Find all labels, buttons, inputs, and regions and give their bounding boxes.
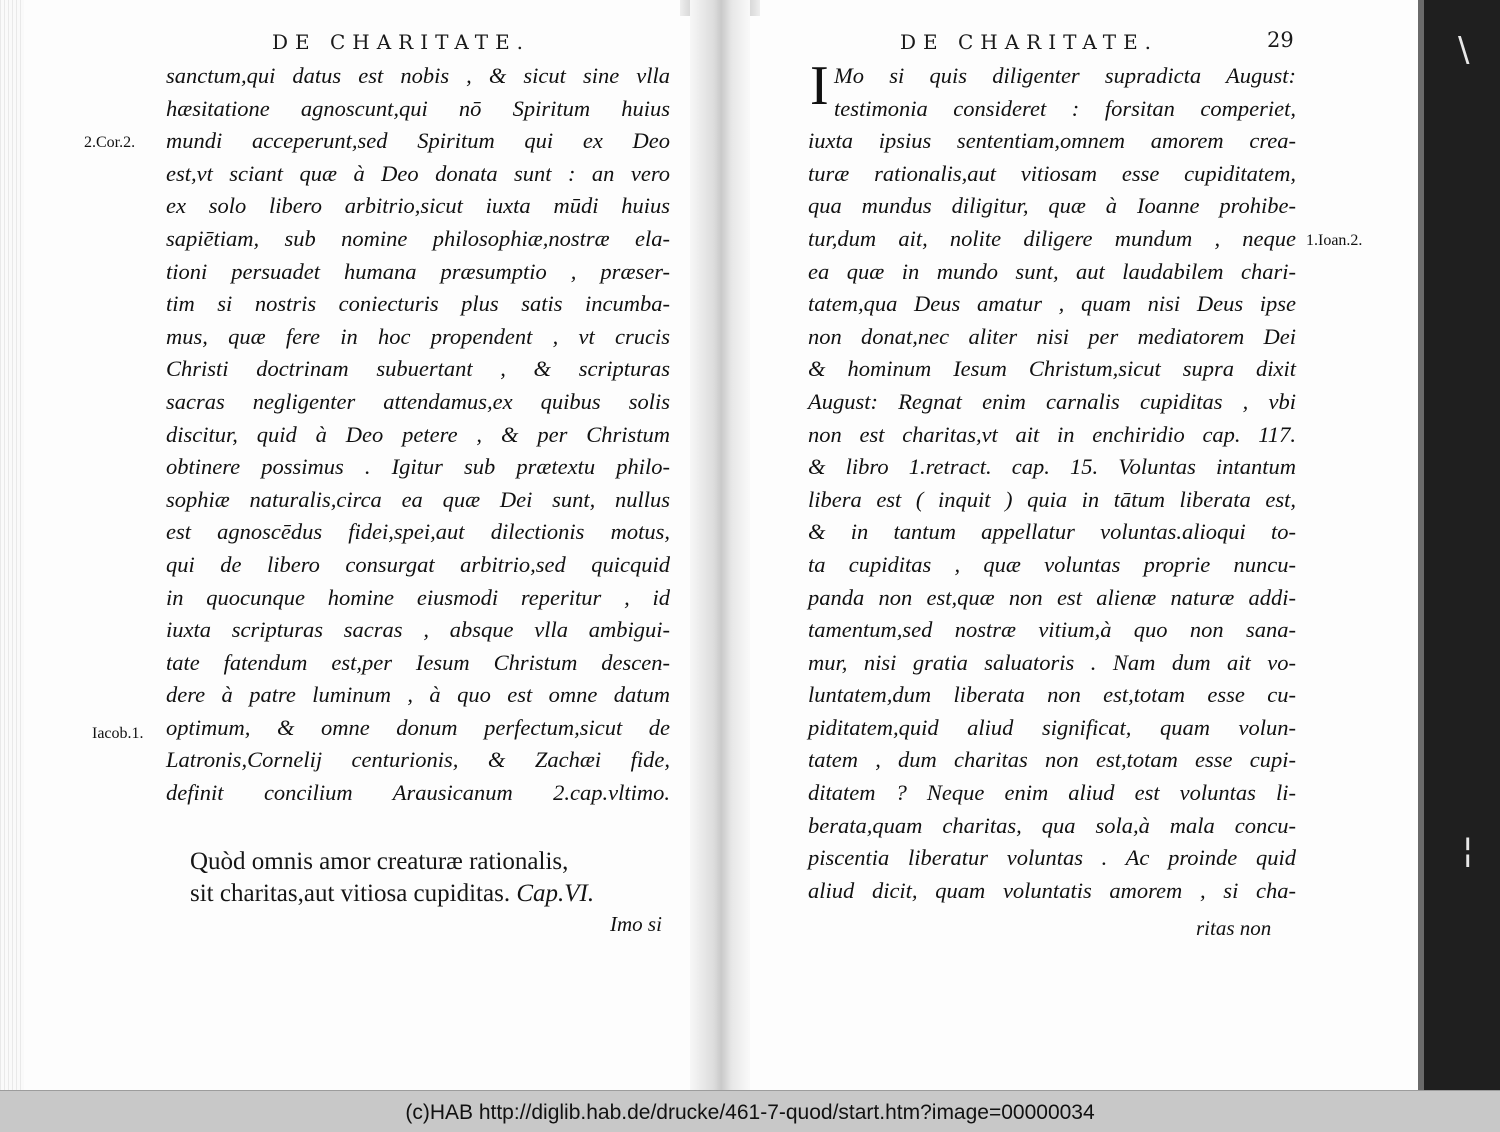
page-number: 29 (1267, 28, 1294, 52)
text-line: qua mundus diligitur, quæ à Ioanne prohibe- (808, 193, 1296, 219)
text-line: libera est ( inquit ) quia in tātum liberata est, (808, 486, 1296, 512)
chapter-number: Cap.VI. (516, 880, 595, 907)
text-line: mus, quæ fere in hoc propendent , vt crucis (166, 323, 670, 349)
edge-mark-top: \ (1458, 30, 1470, 70)
text-line: berata,quam charitas, qua sola,à mala concu- (808, 812, 1296, 838)
text-line: iuxta ipsius sententiam,omnem amorem crea- (808, 128, 1296, 154)
right-running-header: DE CHARITATE. (900, 30, 1159, 54)
right-page-edge (1418, 0, 1500, 1090)
margin-note-iacob: Iacob.1. (92, 725, 144, 742)
right-page-text (808, 55, 1296, 907)
drop-initial: I (810, 55, 829, 117)
text-line: ta cupiditas , quæ voluntas proprie nuncu- (808, 551, 1296, 577)
text-line: & libro 1.retract. cap. 15. Voluntas intantum (808, 454, 1296, 480)
chapter-heading-line-2 (190, 878, 666, 910)
text-line: August: Regnat enim carnalis cupiditas , vbi (808, 388, 1296, 414)
text-line: Christi doctrinam subuertant , & scripturas (166, 356, 670, 382)
text-line: mundi acceperunt,sed Spiritum qui ex Deo (166, 128, 670, 154)
text-line: sacras negligenter attendamus,ex quibus solis (166, 388, 670, 414)
text-line: obtinere possimus . Igitur sub prætextu philo- (166, 454, 670, 480)
text-line: tatem , dum charitas non est,totam esse cupi- (808, 747, 1296, 773)
text-line: piscentia liberatur voluntas . Ac proinde quid (808, 845, 1296, 871)
text-line: ex solo libero arbitrio,sicut iuxta mūdi huius (166, 193, 670, 219)
chapter-heading (190, 846, 666, 910)
text-line: mur, nisi gratia saluatoris . Nam dum ait vo- (808, 649, 1296, 675)
text-line: ea quæ in mundo sunt, aut laudabilem chari- (808, 258, 1296, 284)
text-line: tatem,qua Deus amatur , quam nisi Deus ipse (808, 291, 1296, 317)
text-line: definit concilium Arausicanum 2.cap.vltimo. (166, 780, 670, 806)
text-line: non donat,nec aliter nisi per mediatorem Dei (808, 323, 1296, 349)
text-line: dere à patre luminum , à quo est omne datum (166, 682, 670, 708)
text-line: Latronis,Cornelij centurionis, & Zachæi fide, (166, 747, 670, 773)
text-line: luntatem,dum liberata non est,totam esse cu- (808, 682, 1296, 708)
text-line: panda non est,quæ non est alienæ naturæ addi- (808, 584, 1296, 610)
text-line: turæ rationalis,aut vitiosam esse cupiditatem, (808, 160, 1296, 186)
text-line: tur,dum ait, nolite diligere mundum , neque (808, 225, 1296, 251)
text-line: est,vt sciant quæ à Deo donata sunt : an vero (166, 160, 670, 186)
text-line: tim si nostris coniecturis plus satis incumba- (166, 291, 670, 317)
right-catchword: ritas non (1196, 916, 1272, 940)
margin-note-1-ioan: 1.Ioan.2. (1306, 232, 1363, 249)
chapter-heading-line-1: Quòd omnis amor creaturæ rationalis, (190, 848, 569, 875)
text-line: tamentum,sed nostræ vitium,à quo non sana- (808, 617, 1296, 643)
text-line: hæsitatione agnoscunt,qui nō Spiritum huius (166, 95, 670, 121)
text-line: Mo si quis diligenter supradicta August: (834, 63, 1296, 88)
edge-mark-bottom: ¦ (1462, 830, 1474, 870)
text-line: tate fatendum est,per Iesum Christum descen- (166, 649, 670, 675)
text-line: & in tantum appellatur voluntas.alioqui to- (808, 519, 1296, 545)
text-line: sapiētiam, sub nomine philosophiæ,nostræ ela- (166, 225, 670, 251)
text-line: testimonia consideret : forsitan comperiet, (834, 95, 1296, 121)
text-line: sophiæ naturalis,circa ea quæ Dei sunt, nullus (166, 486, 670, 512)
text-line: est agnoscēdus fidei,spei,aut dilectionis motus, (166, 519, 670, 545)
left-running-header: DE CHARITATE. (272, 30, 531, 54)
left-page-edge (0, 0, 24, 1090)
margin-note-2-cor: 2.Cor.2. (84, 134, 136, 151)
book-gutter (690, 0, 750, 1090)
footer-credit: (c)HAB http://diglib.hab.de/drucke/461-7-quod/start.htm?image=00000034 (405, 1101, 1095, 1124)
text-line: qui de libero consurgat arbitrio,sed quicquid (166, 551, 670, 577)
text-line: ditatem ? Neque enim aliud est voluntas li- (808, 780, 1296, 806)
text-line: piditatem,quid aliud significat, quam volun- (808, 714, 1296, 740)
text-line: in quocunque homine eiusmodi reperitur , id (166, 584, 670, 610)
text-line: iuxta scripturas sacras , absque vlla ambigui- (166, 617, 670, 643)
left-catchword: Imo si (610, 912, 662, 936)
text-line: sanctum,qui datus est nobis , & sicut sine vlla (166, 63, 670, 88)
text-line: discitur, quid à Deo petere , & per Christum (166, 421, 670, 447)
text-line: aliud dicit, quam voluntatis amorem , si cha- (808, 877, 1296, 903)
text-line: non est charitas,vt ait in enchiridio cap. 117. (808, 421, 1296, 447)
chapter-heading-text: sit charitas,aut vitiosa cupiditas. (190, 880, 511, 907)
text-line: & hominum Iesum Christum,sicut supra dixit (808, 356, 1296, 382)
text-line: tioni persuadet humana præsumptio , præser- (166, 258, 670, 284)
left-page-text (166, 60, 670, 810)
text-line: optimum, & omne donum perfectum,sicut de (166, 714, 670, 740)
